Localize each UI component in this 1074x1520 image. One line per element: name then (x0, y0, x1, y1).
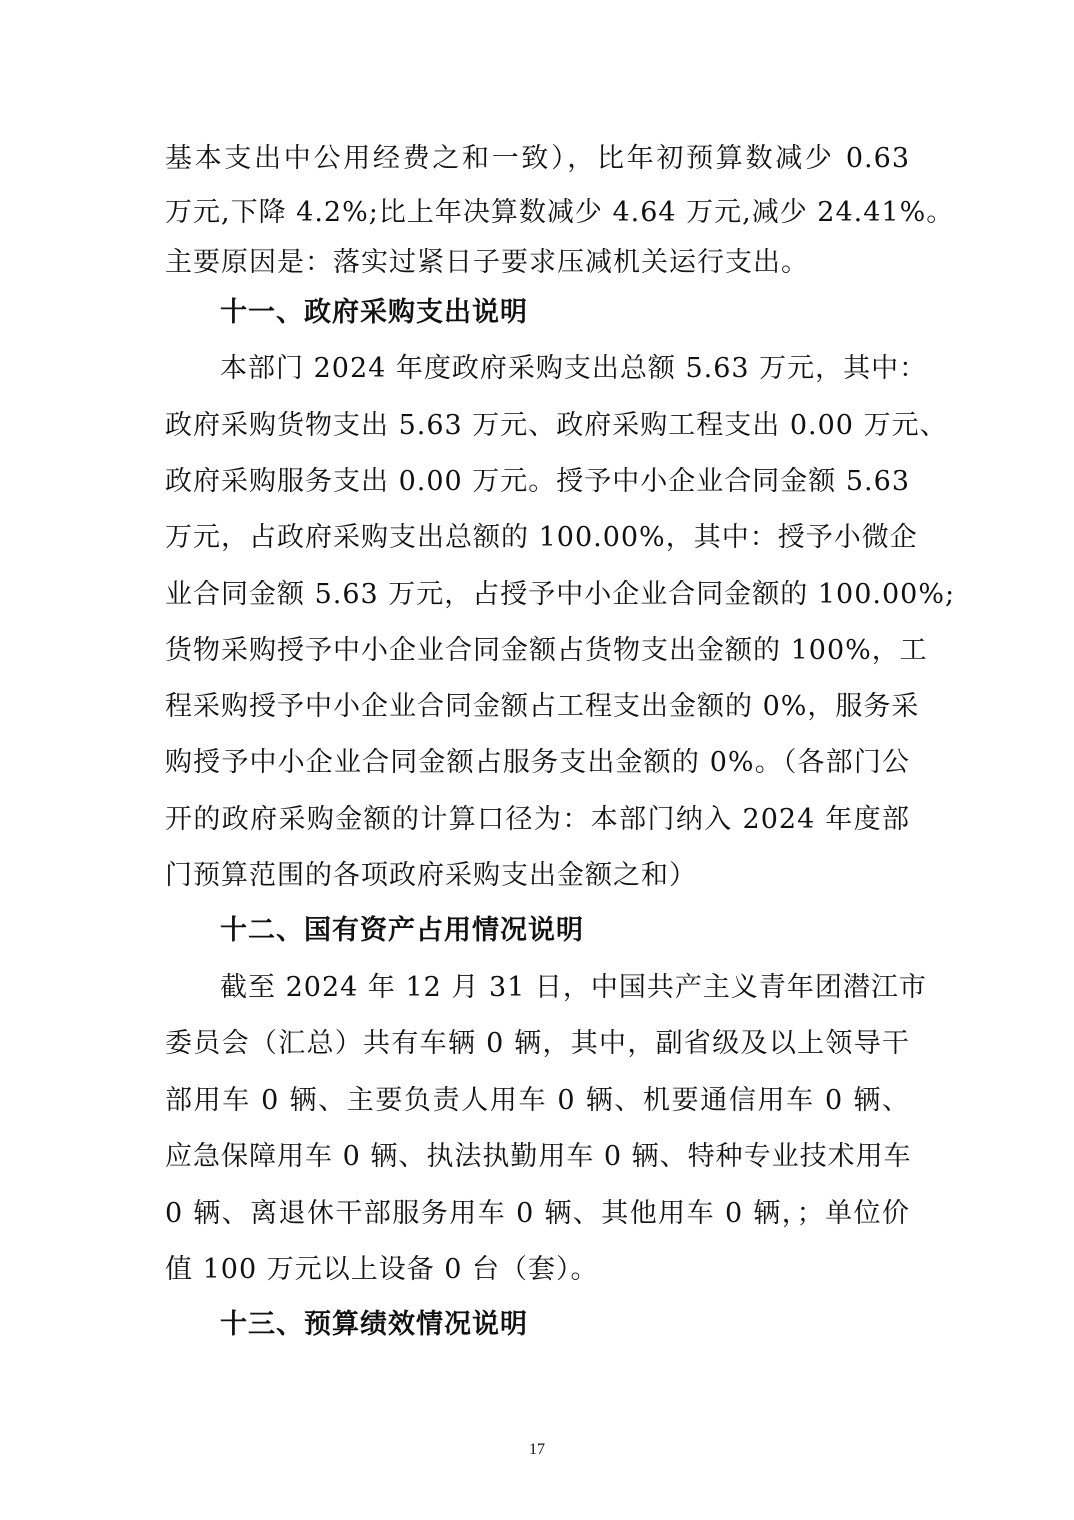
paragraph-line: 委员会（汇总）共有车辆 0 辆，其中，副省级及以上领导干 (165, 1028, 910, 1059)
paragraph-line: 政府采购服务支出 0.00 万元。授予中小企业合同金额 5.63 (165, 466, 910, 497)
paragraph-line: 部用车 0 辆、主要负责人用车 0 辆、机要通信用车 0 辆、 (165, 1085, 910, 1116)
paragraph-line: 万元，占政府采购支出总额的 100.00%，其中：授予小微企 (165, 522, 918, 553)
paragraph-line: 万元,下降 4.2%;比上年决算数减少 4.64 万元,减少 24.41%。 (165, 197, 955, 228)
section-heading-12: 十二、国有资产占用情况说明 (220, 915, 584, 946)
section-heading-11: 十一、政府采购支出说明 (220, 297, 528, 328)
paragraph-line: 基本支出中公用经费之和一致），比年初预算数减少 0.63 (165, 143, 910, 174)
paragraph-line: 主要原因是：落实过紧日子要求压减机关运行支出。 (165, 247, 809, 278)
paragraph-line: 业合同金额 5.63 万元，占授予中小企业合同金额的 100.00%; (165, 579, 956, 610)
section-heading-13: 十三、预算绩效情况说明 (220, 1309, 528, 1340)
paragraph-line: 0 辆、离退休干部服务用车 0 辆、其他用车 0 辆，；单位价 (165, 1198, 910, 1229)
paragraph-line: 值 100 万元以上设备 0 台（套）。 (165, 1254, 599, 1285)
paragraph-line: 开的政府采购金额的计算口径为：本部门纳入 2024 年度部 (165, 804, 910, 835)
paragraph-line: 程采购授予中小企业合同金额占工程支出金额的 0%，服务采 (165, 691, 920, 722)
paragraph-line: 截至 2024 年 12 月 31 日，中国共产主义青年团潜江市 (220, 972, 927, 1003)
paragraph-line: 本部门 2024 年度政府采购支出总额 5.63 万元，其中： (220, 353, 928, 384)
paragraph-line: 应急保障用车 0 辆、执法执勤用车 0 辆、特种专业技术用车 (165, 1141, 912, 1172)
paragraph-line: 门预算范围的各项政府采购支出金额之和） (165, 860, 697, 891)
paragraph-line: 货物采购授予中小企业合同金额占货物支出金额的 100%，工 (165, 635, 928, 666)
page-number: 17 (529, 1441, 545, 1458)
paragraph-line: 购授予中小企业合同金额占服务支出金额的 0%。（各部门公 (165, 747, 910, 778)
paragraph-line: 政府采购货物支出 5.63 万元、政府采购工程支出 0.00 万元、 (165, 410, 948, 441)
